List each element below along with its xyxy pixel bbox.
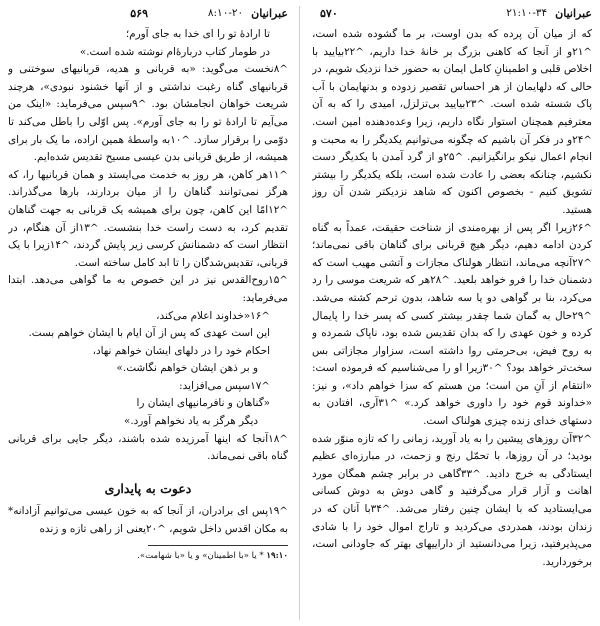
right-page <box>304 0 600 626</box>
right-page-header <box>312 4 592 22</box>
verse-line: دیگر هرگز به یاد نخواهم آورد.» <box>123 415 258 428</box>
left-page-header <box>8 4 288 22</box>
verse-range: ۸:۱۰-۲۰ <box>207 7 244 19</box>
paragraph: ^۱۸آنجا که اینها آمرزیده شده باشند، دیگر جایی برای قربانی گناه باقی نمی‌ماند. <box>8 432 288 463</box>
left-page-body <box>8 26 288 618</box>
left-page <box>0 0 296 626</box>
paragraph: ^۱۵روح‌القدس نیز در این خصوص به ما گواهی می‌دهد. ابتدا می‌فرماید: <box>8 274 288 304</box>
right-page-body <box>312 26 592 618</box>
verse-range: ۲۱:۱۰-۳۴ <box>506 7 548 19</box>
page-gutter <box>299 6 300 620</box>
verse-line: این است عهدی که پس از آن ایام با ایشان خواهم بست. <box>28 327 270 340</box>
section-heading: دعوت به پایداری <box>104 480 192 496</box>
footnote-ref: ۱۹:۱۰ <box>266 550 288 561</box>
verse-line: ^۱۶«خداوند اعلام می‌کند، <box>156 309 270 322</box>
paragraph: ^۳۲آن روزهای پیشین را به یاد آورید، زمانی را که تازه منوّر شده بودید؛ در آن روزها، با تحمّل رنج و زحمت، در مبارزه‌ای عظیم ایستادگی به خرج دادید. ^۳۳گاهی در برابر چشم همگان مورد اهانت و آزار قرار می‌گرفتید و گاهی دوش به دوش کسانی می‌ایستادید که با ایشان چنین رفتار می‌شد. ^۳۴با آنان که در زندان بودند، همدردی می‌کردید و تاراج اموال خود را با شادی می‌پذیرفتید، زیرا می‌دانستید از داراییهای بهتر که جاودانی است، برخوردارید. <box>312 432 592 568</box>
paragraph: ^۱۹پس ای برادران، از آنجا که به خون عیسی می‌توانیم آزادانه* به مکان اقدس داخل شویم، ^۲۰یعنی از راهی تازه و زنده <box>8 505 288 536</box>
verse-line: در طومار کتاب دربارهٔ‌ام نوشته شده است.» <box>79 45 270 58</box>
page-number: ۵۶۹ <box>130 6 148 20</box>
verse-line: و بر ذهن ایشان خواهم نگاشت.» <box>116 362 258 375</box>
footnote <box>8 550 288 562</box>
verse-line: ^۱۷سپس می‌افزاید: <box>179 379 270 392</box>
paragraph: ^۸نخست می‌گوید: «به قربانی و هدیه، قربانیهای سوختنی و قربانیهای گناه رغبت نداشتی و از آنها خشنود نبودی»، هرچند شریعت خواهان انجامشان بود. ^۹سپس می‌فرماید: «اینک من می‌آیم تا ارادهٔ تو را به جای آورم». پس اوّلی را باطل می‌کند تا دوّمی را برقرار سازد. ^۱۰به واسطهٔ همین اراده، ما یک بار برای همیشه، از طریق قربانی بدن عیسی مسیح تقدیس شده‌ایم. <box>8 63 288 164</box>
page-number: ۵۷۰ <box>320 6 338 20</box>
paragraph: که از میان آن پرده که بدن اوست، بر ما گشوده شده است، ^۲۱و از آنجا که کاهنی بزرگ بر خانهٔ خدا داریم، ^۲۲بیایید با اخلاص قلبی و اطمینانِ کامل ایمان به حضور خدا نزدیک شویم، در حالی که دلهایمان از هر احساس تقصیر زدوده و بدنهایمان با آب پاک شسته شده است. ^۲۳بیایید بی‌تزلزل، امیدی را که به آن معترفیم همچنان استوار نگاه داریم، زیرا وعده‌دهنده امین است. ^۲۴و در فکر آن باشیم که چگونه می‌توانیم یکدیگر را به محبت و انجام اعمال نیکو برانگیزانیم. ^۲۵و از گرد آمدن با یکدیگر دست نکشیم، چنانکه بعضی را عادت شده است، بلکه یکدیگر را بیشتر تشویق کنیم - بخصوص اکنون که شاهد نزدیکتر شدن آن روز هستید. <box>312 28 592 216</box>
verse-line: تا ارادهٔ تو را ای خدا به جای آورم؛ <box>125 28 270 40</box>
footnote-text: * یا «با اطمینان» و یا «با شهامت». <box>137 550 264 561</box>
verse-line: احکام خود را در دلهای ایشان خواهم نهاد، <box>92 344 270 357</box>
running-title: عبرانیان <box>555 6 592 20</box>
paragraph: ^۱۱هر کاهن، هر روز به خدمت می‌ایستد و همان قربانیها را، که هرگز نمی‌توانند گناهان را از میان بردارند، بارها می‌گذراند. ^۱۲امّا این کاهن، چون برای همیشه یک قربانی به جهت گناهان تقدیم کرد، به دست راست خدا بنشست. ^۱۳از آن هنگام، در انتظار است که دشمنانش کرسی زیر پایش گردند، ^۱۴زیرا با یک قربانی، تقدیس‌شدگان را تا ابد کامل ساخته است. <box>8 168 288 269</box>
running-title: عبرانیان <box>251 6 288 20</box>
verse-line: «گناهان و نافرمانیهای ایشان را <box>136 397 270 410</box>
footnote-rule <box>148 545 288 546</box>
paragraph: ^۲۶زیرا اگر پس از بهره‌مندی از شناخت حقیقت، عمداً به گناه کردن ادامه دهیم، دیگر هیچ قربانی برای گناهان باقی نمی‌ماند؛ ^۲۷آنچه می‌ماند، انتظار هولناک مجازات و آتشی مهیب است که دشمنان خدا را فرو خواهد بلعید. ^۲۸هر که شریعت موسی را رد می‌کرد، بنا بر گواهی دو یا سه شاهد، بدون ترحم کشته می‌شد. ^۲۹حال به گمان شما چقدر بیشتر کسی که پسر خدا را پایمال کرده و خون عهدی را که بدان تقدیس شده بود، ناپاک شمرده و به روح فیض، بی‌حرمتی روا داشته است، سزاوار مجازاتی بس سخت‌تر خواهد بود؟ ^۳۰زیرا او را می‌شناسیم که فرموده است: «انتقام از آنِ من است؛ من هستم که سزا خواهم داد»، و نیز: «خداوند قوم خود را داوری خواهد کرد.» ^۳۱آری، افتادن به دستهای خدای زنده چیزی هولناک است. <box>312 221 592 428</box>
